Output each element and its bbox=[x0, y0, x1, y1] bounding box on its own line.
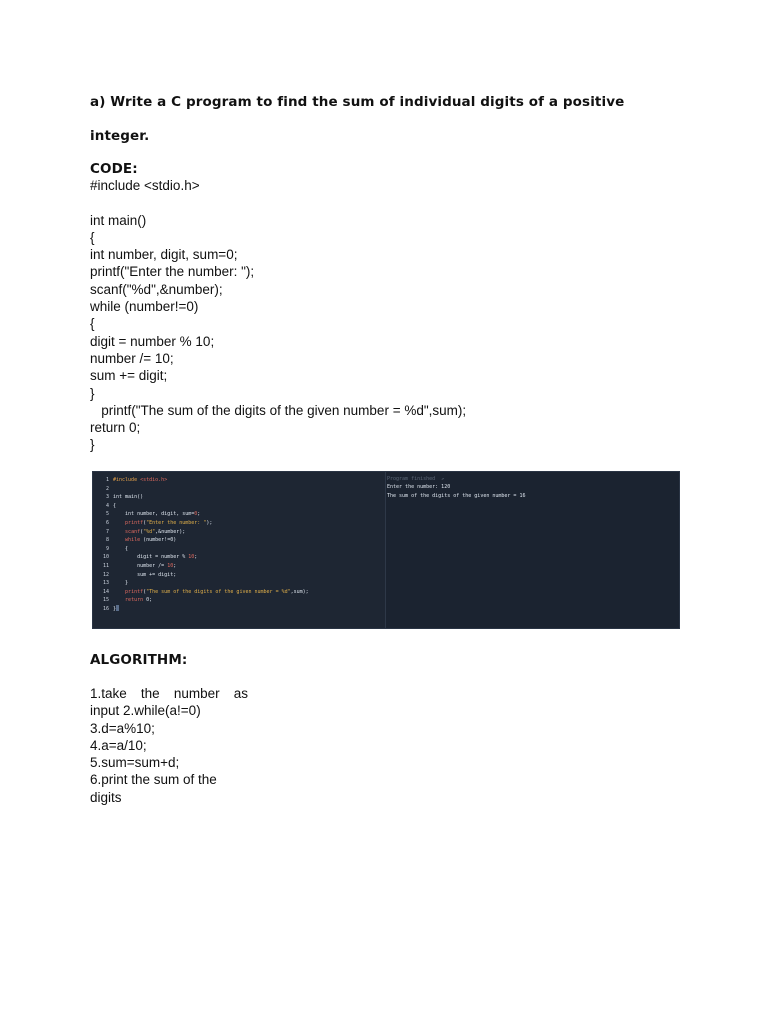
code-line: printf("The sum of the digits of the given number = %d",sum); bbox=[90, 402, 467, 418]
algorithm-step-line: 6.print the sum of the bbox=[90, 772, 217, 788]
line-number: 14 bbox=[102, 588, 109, 595]
code-listing bbox=[90, 177, 466, 454]
algorithm-step-line: 4.a=a/10; bbox=[90, 737, 147, 753]
algorithm-step-line: digits bbox=[90, 789, 122, 805]
line-number: 6 bbox=[105, 519, 109, 526]
code-line: scanf("%d",&number); bbox=[90, 281, 223, 297]
algorithm-heading: ALGORITHM: bbox=[90, 652, 188, 668]
output-line: The sum of the digits of the given number = 16 bbox=[387, 492, 526, 499]
code-line: return 0; bbox=[90, 420, 141, 436]
editor-line: { bbox=[113, 545, 129, 552]
editor-line bbox=[113, 485, 309, 494]
algorithm-step-line: input 2.while(a!=0) bbox=[90, 703, 201, 719]
algorithm-step-line bbox=[90, 685, 248, 702]
question-title-line-1: a) Write a C program to find the sum of individual digits of a positive bbox=[90, 94, 625, 110]
editor-code bbox=[113, 476, 309, 614]
line-number: 4 bbox=[105, 502, 109, 509]
editor-line: } bbox=[113, 580, 129, 587]
line-number: 16 bbox=[102, 605, 109, 612]
algorithm-step-line: 3.d=a%10; bbox=[90, 720, 155, 736]
line-number: 11 bbox=[102, 562, 109, 569]
editor-line: { bbox=[113, 502, 117, 509]
algorithm-word: the bbox=[140, 686, 160, 701]
editor-line: int number, digit, sum=0; bbox=[113, 511, 201, 518]
code-line: { bbox=[90, 229, 95, 245]
line-number: 13 bbox=[102, 580, 109, 587]
editor-line: scanf("%d",&number); bbox=[125, 528, 186, 535]
line-number: 1 bbox=[105, 477, 109, 483]
output-lines bbox=[387, 483, 675, 500]
output-pane bbox=[387, 475, 675, 500]
editor-line: int main() bbox=[113, 494, 144, 501]
algorithm-step-line: 5.sum=sum+d; bbox=[90, 755, 180, 771]
editor-line: printf("Enter the number: "); bbox=[125, 519, 213, 526]
line-number: 7 bbox=[105, 528, 109, 535]
code-line: } bbox=[90, 385, 95, 401]
code-line: { bbox=[90, 316, 95, 332]
text-cursor bbox=[116, 605, 119, 611]
code-heading: CODE: bbox=[90, 161, 138, 177]
algorithm-word: number bbox=[173, 686, 220, 701]
line-number: 9 bbox=[105, 545, 109, 552]
line-number: 15 bbox=[102, 597, 109, 604]
editor-line: number /= 10; bbox=[113, 562, 177, 569]
line-number-gutter bbox=[93, 476, 109, 614]
line-number: 5 bbox=[105, 511, 109, 518]
algorithm-steps bbox=[90, 685, 260, 806]
editor-line: printf("The sum of the digits of the given number = %d",sum); bbox=[125, 588, 309, 595]
editor-line: digit = number % 10; bbox=[113, 554, 198, 561]
line-number: 3 bbox=[105, 494, 109, 501]
line-number: 12 bbox=[102, 571, 109, 578]
code-line: while (number!=0) bbox=[90, 299, 199, 315]
code-line: int main() bbox=[90, 212, 147, 228]
algorithm-word: as bbox=[233, 686, 248, 701]
algorithm-word: 1.take bbox=[90, 686, 127, 701]
editor-line: } bbox=[113, 605, 309, 614]
output-line: Enter the number: 120 bbox=[387, 484, 451, 491]
code-line: printf("Enter the number: "); bbox=[90, 264, 255, 280]
line-number: 2 bbox=[105, 485, 109, 492]
output-title: Program finished ↗ bbox=[387, 476, 445, 482]
code-line: } bbox=[90, 437, 95, 453]
editor-line: sum += digit; bbox=[113, 571, 177, 578]
editor-line: return 0; bbox=[125, 597, 153, 604]
editor-line: while (number!=0) bbox=[125, 537, 177, 544]
question-title-line-2: integer. bbox=[90, 128, 150, 144]
editor-line: #include <stdio.h> bbox=[113, 477, 168, 483]
line-number: 8 bbox=[105, 537, 109, 544]
code-line: number /= 10; bbox=[90, 350, 174, 366]
code-line: digit = number % 10; bbox=[90, 333, 215, 349]
code-line: int number, digit, sum=0; bbox=[90, 247, 238, 263]
code-line bbox=[90, 194, 466, 211]
code-line: sum += digit; bbox=[90, 368, 168, 384]
code-line: #include <stdio.h> bbox=[90, 178, 200, 193]
editor-pane bbox=[93, 472, 386, 628]
line-number: 10 bbox=[102, 554, 109, 561]
code-editor-screenshot bbox=[92, 471, 680, 629]
